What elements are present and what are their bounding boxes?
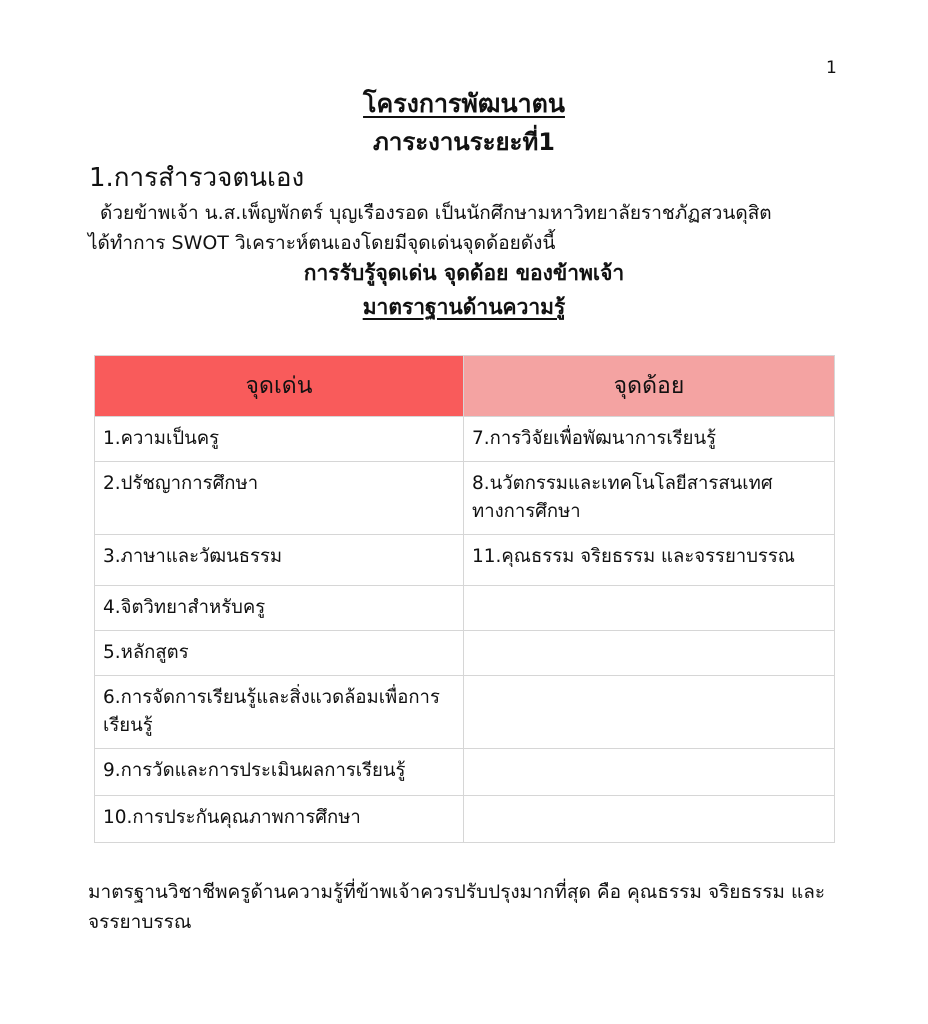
strength-cell: 3.ภาษาและวัฒนธรรม <box>95 535 464 586</box>
table-row <box>95 676 835 749</box>
document-subtitle: ภาระงานระยะที่1 <box>373 128 555 156</box>
strength-cell: 10.การประกันคุณภาพการศึกษา <box>95 796 464 843</box>
intro-paragraph <box>88 198 848 258</box>
weaknesses-header: จุดด้อย <box>464 356 835 417</box>
strength-cell: 9.การวัดและการประเมินผลการเรียนรู้ <box>95 749 464 796</box>
table-row <box>95 586 835 631</box>
strength-cell: 5.หลักสูตร <box>95 631 464 676</box>
strength-cell: 4.จิตวิทยาสำหรับครู <box>95 586 464 631</box>
swot-table <box>94 355 835 843</box>
table-header-row <box>95 356 835 417</box>
weakness-cell: 11.คุณธรรม จริยธรรม และจรรยาบรรณ <box>464 535 835 586</box>
table-body <box>95 417 835 843</box>
weakness-cell <box>464 796 835 843</box>
weakness-cell <box>464 586 835 631</box>
table-row <box>95 535 835 586</box>
section-heading: 1.การสำรวจตนเอง <box>89 163 305 193</box>
table-row <box>95 631 835 676</box>
weakness-cell: 8.นวัตกรรมและเทคโนโลยีสารสนเทศทางการศึกษา <box>464 462 835 535</box>
weakness-cell: 7.การวิจัยเพื่อพัฒนาการเรียนรู้ <box>464 417 835 462</box>
table-row <box>95 417 835 462</box>
conclusion-paragraph: มาตรฐานวิชาชีพครูด้านความรู้ที่ข้าพเจ้าควรปรับปรุงมากที่สุด คือ คุณธรรม จริยธรรม และจรรยาบรรณ <box>88 881 826 933</box>
document-title: โครงการพัฒนาตน <box>363 89 565 118</box>
intro-line-2: ได้ทำการ SWOT วิเคราะห์ตนเองโดยมีจุดเด่นจุดด้อยดังนี้ <box>88 232 556 254</box>
swot-heading: การรับรู้จุดเด่น จุดด้อย ของข้าพเจ้า <box>303 261 625 285</box>
strength-cell: 1.ความเป็นครู <box>95 417 464 462</box>
strengths-header: จุดเด่น <box>95 356 464 417</box>
weakness-cell <box>464 676 835 749</box>
table-row <box>95 749 835 796</box>
weakness-cell <box>464 749 835 796</box>
table-row <box>95 796 835 843</box>
strength-cell: 2.ปรัชญาการศึกษา <box>95 462 464 535</box>
strength-cell: 6.การจัดการเรียนรู้และสิ่งแวดล้อมเพื่อการเรียนรู้ <box>95 676 464 749</box>
intro-line-1: ด้วยข้าพเจ้า น.ส.เพ็ญพักตร์ บุญเรืองรอด เป็นนักศึกษามหาวิทยาลัยราชภัฏสวนดุสิต <box>100 202 772 224</box>
table-row <box>95 462 835 535</box>
page-number: 1 <box>826 58 837 78</box>
standard-heading: มาตราฐานด้านความรู้ <box>362 295 566 319</box>
weakness-cell <box>464 631 835 676</box>
